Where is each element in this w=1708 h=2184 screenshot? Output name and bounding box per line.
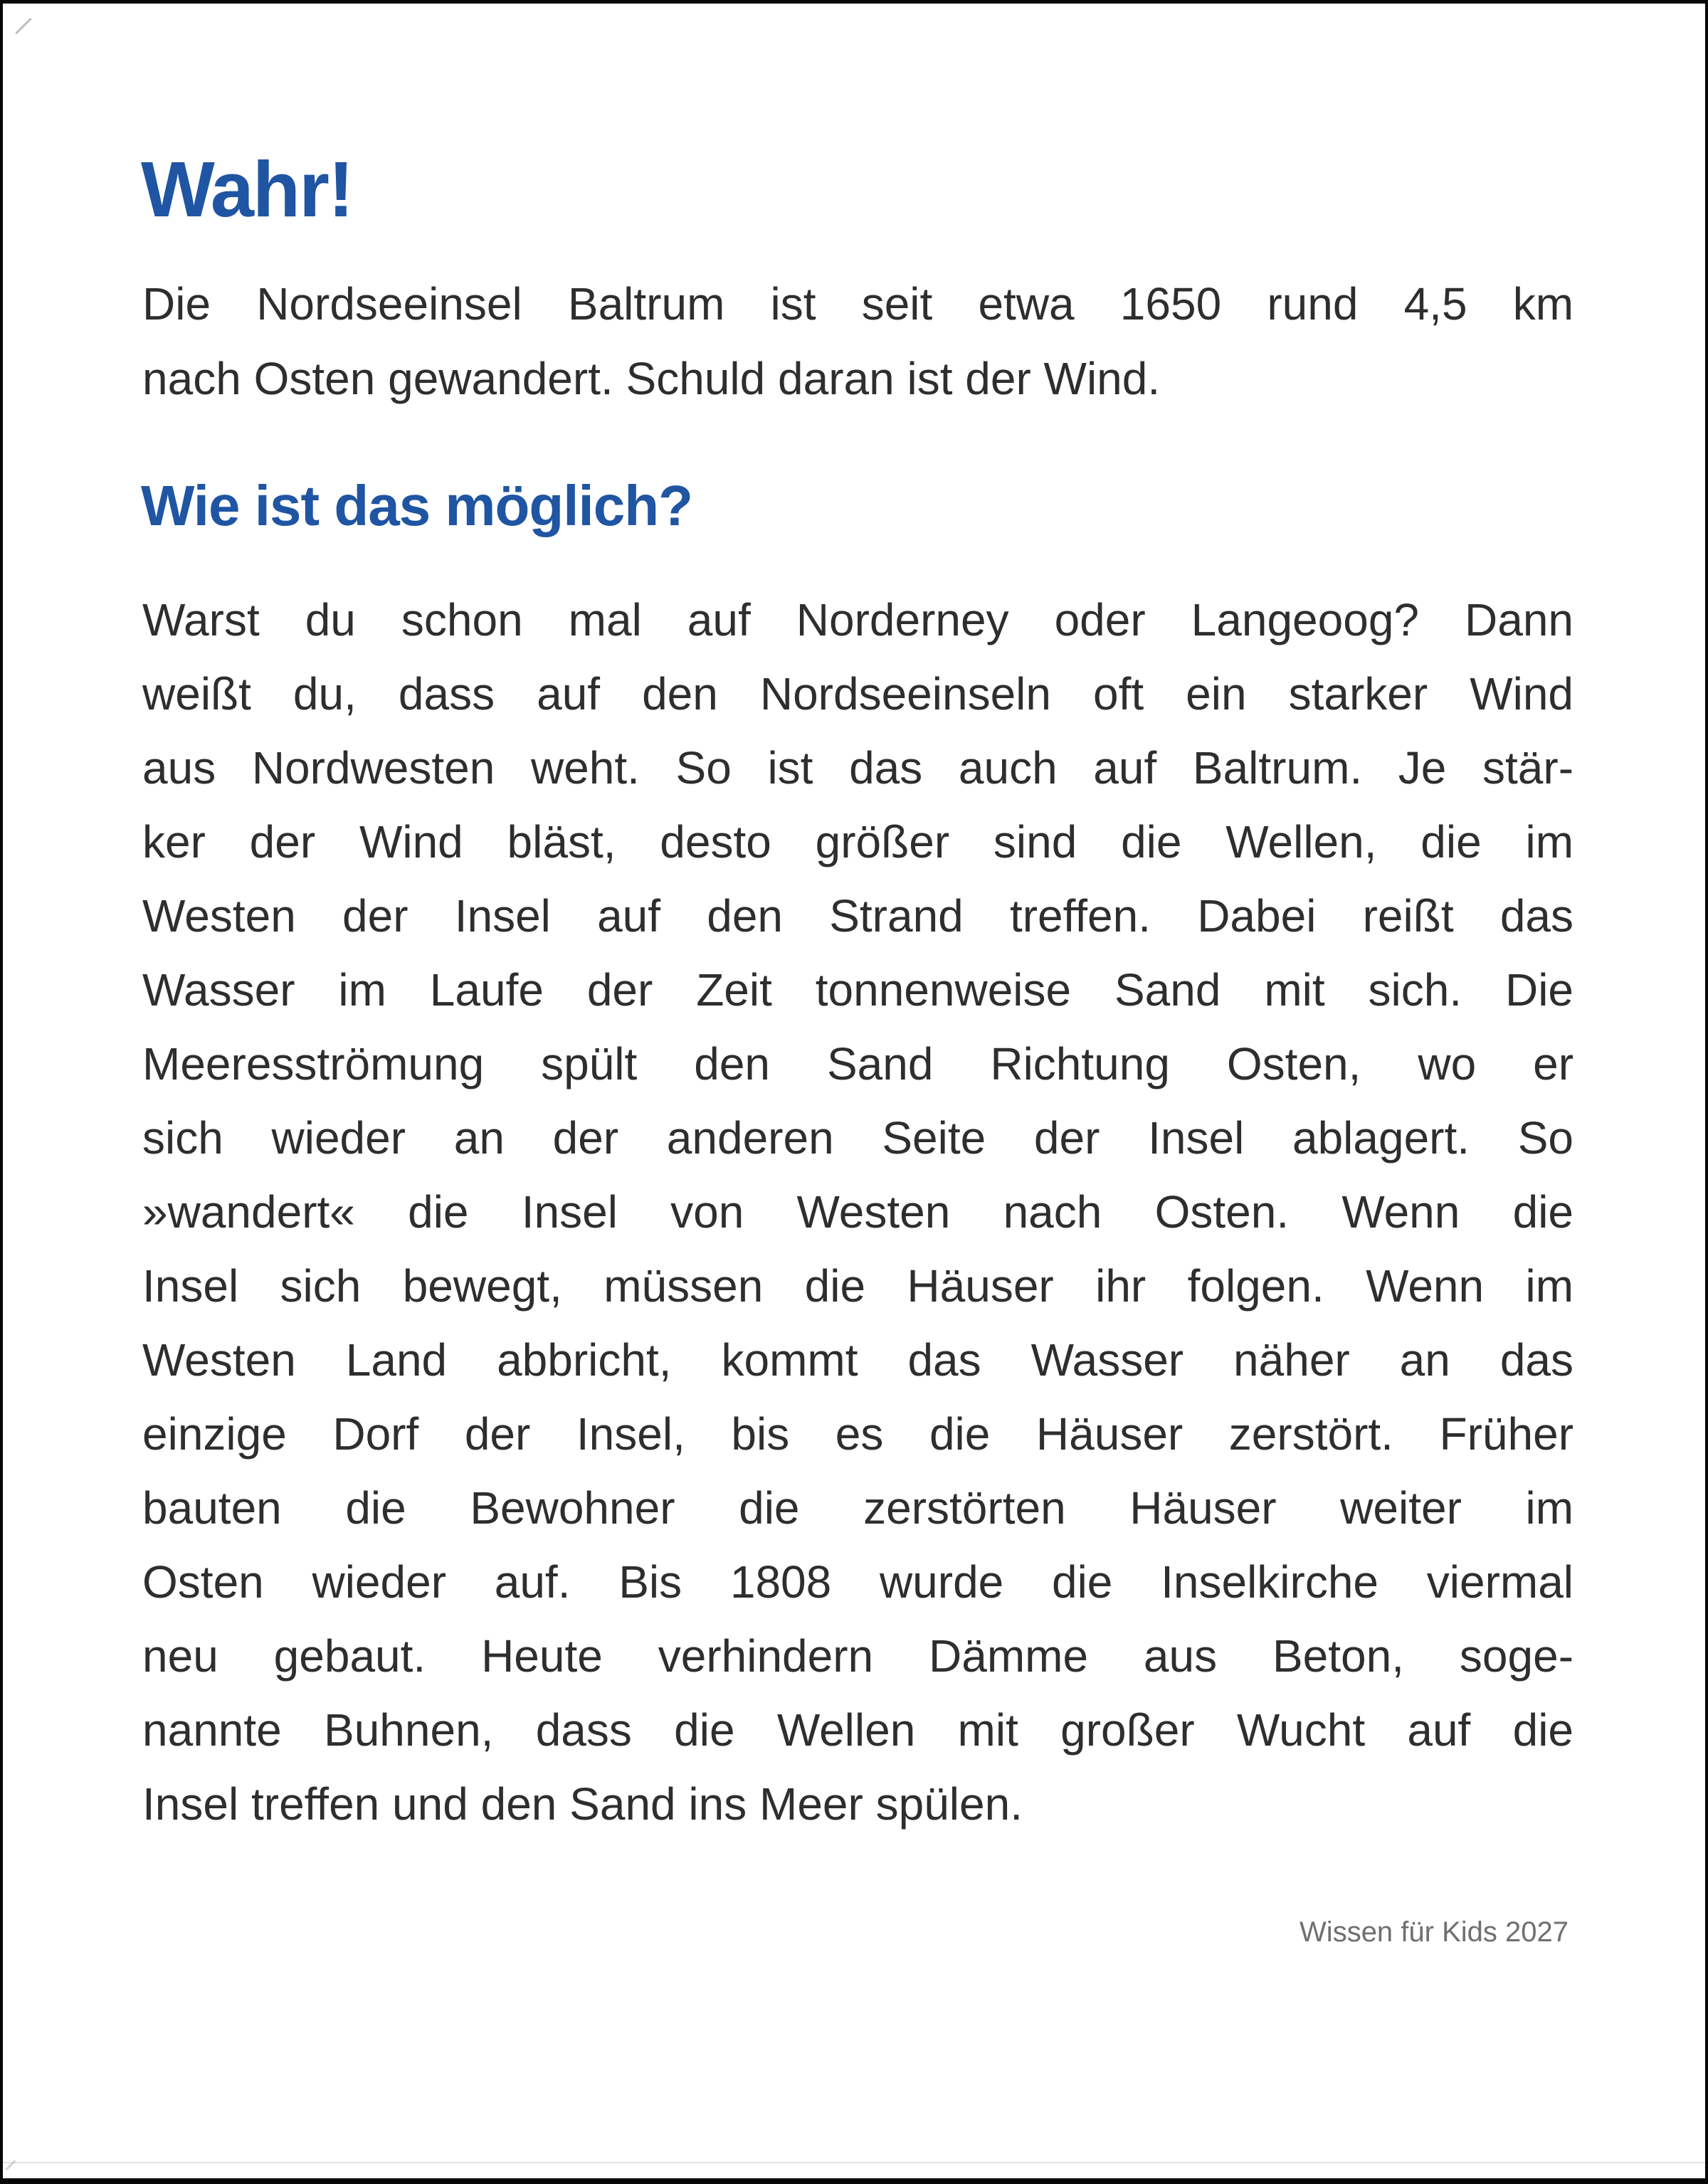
text-line: Warst du schon mal auf Norderney oder Langeoog? Dann <box>142 594 1573 645</box>
text-line: Insel treffen und den Sand ins Meer spülen. <box>142 1778 1023 1830</box>
body-paragraph <box>142 583 1573 1841</box>
footer-credit: Wissen für Kids 2027 <box>1300 1916 1569 1948</box>
text-line: Westen Land abbricht, kommt das Wasser näher an das <box>142 1334 1573 1386</box>
text-line: Die Nordseeinsel Baltrum ist seit etwa 1650 rund 4,5 km <box>142 278 1573 329</box>
subheading: Wie ist das möglich? <box>141 474 692 537</box>
intro-paragraph <box>142 267 1573 416</box>
scan-hairline <box>3 2162 1705 2163</box>
text-line: »wandert« die Insel von Westen nach Osten. Wenn die <box>142 1186 1573 1238</box>
text-line: sich wieder an der anderen Seite der Insel ablagert. So <box>142 1112 1573 1164</box>
text-line: aus Nordwesten weht. So ist das auch auf Baltrum. Je stär- <box>142 742 1573 793</box>
page-title: Wahr! <box>141 146 353 233</box>
text-line: nach Osten gewandert. Schuld daran ist der Wind. <box>142 353 1161 404</box>
text-line: nannte Buhnen, dass die Wellen mit großer Wucht auf die <box>142 1704 1573 1756</box>
text-line: weißt du, dass auf den Nordseeinseln oft ein starker Wind <box>142 668 1573 719</box>
text-line: ker der Wind bläst, desto größer sind die Wellen, die im <box>142 816 1573 867</box>
text-line: einzige Dorf der Insel, bis es die Häuser zerstört. Früher <box>142 1408 1573 1460</box>
text-line: Wasser im Laufe der Zeit tonnenweise Sand mit sich. Die <box>142 964 1573 1015</box>
text-line: Insel sich bewegt, müssen die Häuser ihr folgen. Wenn im <box>142 1260 1573 1312</box>
text-line: Osten wieder auf. Bis 1808 wurde die Inselkirche viermal <box>142 1556 1573 1608</box>
text-line: bauten die Bewohner die zerstörten Häuser weiter im <box>142 1482 1573 1534</box>
text-line: Meeresströmung spült den Sand Richtung Osten, wo er <box>142 1038 1573 1090</box>
scan-corner-mark <box>15 18 31 34</box>
text-line: neu gebaut. Heute verhindern Dämme aus Beton, soge- <box>142 1630 1573 1682</box>
text-line: Westen der Insel auf den Strand treffen. Dabei reißt das <box>142 890 1573 941</box>
